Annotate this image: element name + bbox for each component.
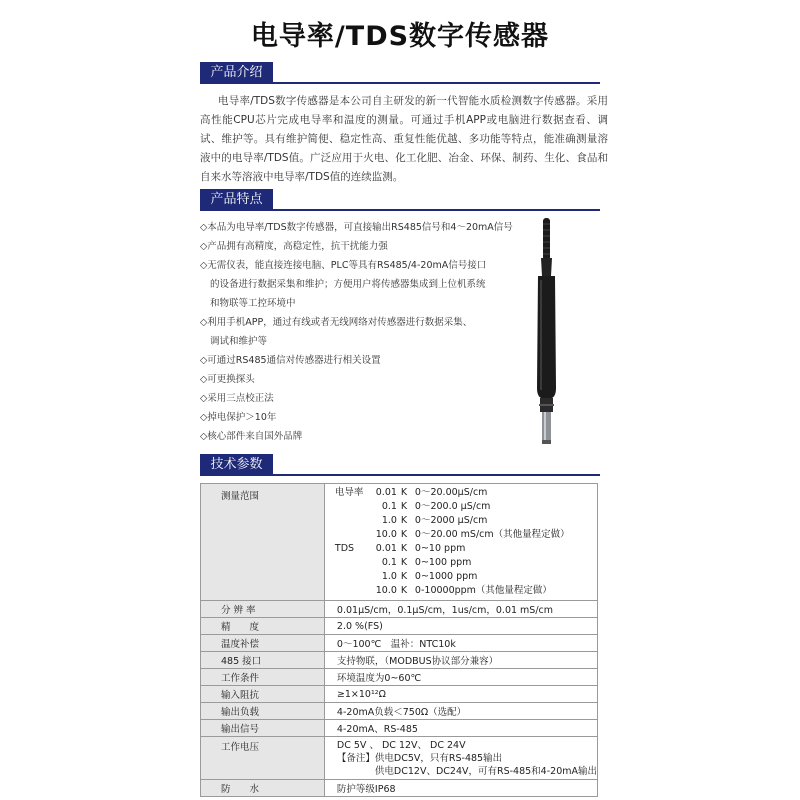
spec-value: 4-20mA、RS-485 bbox=[324, 720, 597, 737]
range-k-unit: K bbox=[400, 501, 408, 512]
spec-table bbox=[200, 483, 598, 797]
section-rule bbox=[200, 474, 600, 476]
range-k: 10.0 bbox=[375, 529, 397, 540]
spec-row bbox=[201, 720, 598, 737]
section-header-specs bbox=[200, 454, 600, 476]
spec-value: 0～100℃ 温补：NTC10k bbox=[324, 635, 597, 652]
range-value: 0~10 ppm bbox=[414, 543, 466, 554]
spec-label: 输出信号 bbox=[201, 720, 325, 737]
range-k-unit: K bbox=[400, 515, 408, 526]
range-type bbox=[335, 556, 369, 570]
range-k-unit: K bbox=[400, 571, 408, 582]
range-k-unit: K bbox=[400, 557, 408, 568]
feature-item-continued: 调试和维护等 bbox=[210, 336, 268, 347]
feature-item: ◇无需仪表，能直接连接电脑、PLC等具有RS485/4-20mA信号接口 bbox=[200, 260, 487, 271]
section-rule bbox=[200, 82, 600, 84]
spec-label: 输入阻抗 bbox=[201, 686, 325, 703]
feature-item: ◇采用三点校正法 bbox=[200, 393, 274, 404]
range-value: 0~1000 ppm bbox=[414, 571, 478, 582]
feature-item: ◇产品拥有高精度，高稳定性，抗干扰能力强 bbox=[200, 241, 388, 252]
section-tag-intro: 产品介绍 bbox=[200, 62, 273, 84]
section-tag-features: 产品特点 bbox=[200, 189, 273, 211]
section-header-features bbox=[200, 189, 600, 211]
range-k: 0.01 bbox=[375, 487, 397, 498]
intro-paragraph: 电导率/TDS数字传感器是本公司自主研发的新一代智能水质检测数字传感器。采用高性能CPU芯片完成电导率和温度的测量。可通过手机APP或电脑进行数据查看、调试、维护等。具有维护简便、稳定性高、重复性能优越、多功能等特点，能准确测量溶液中的电导率/TDS值。广泛应用于火电、化工化肥、冶金、环保、制药、生化、食品和自来水等溶液中电导率/TDS值的连续监测。 bbox=[200, 95, 608, 183]
range-type: TDS bbox=[334, 543, 355, 554]
range-value: 0～2000 μS/cm bbox=[414, 515, 488, 526]
range-k-unit: K bbox=[400, 585, 408, 596]
spec-label: 输出负载 bbox=[201, 703, 325, 720]
spec-value: 防护等级IP68 bbox=[324, 780, 597, 797]
spec-label: 防 水 bbox=[201, 780, 325, 797]
page-title: 电导率/TDS数字传感器 bbox=[250, 21, 550, 52]
spec-row bbox=[201, 703, 598, 720]
range-k: 0.1 bbox=[381, 557, 397, 568]
spec-row bbox=[201, 635, 598, 652]
spec-label: 温度补偿 bbox=[201, 635, 325, 652]
feature-item-continued: 的设备进行数据采集和维护；方便用户将传感器集成到上位机系统 bbox=[210, 279, 486, 290]
range-value: 0~100 ppm bbox=[414, 557, 472, 568]
spec-voltage-values bbox=[324, 737, 597, 780]
spec-value: 环境温度为0~60℃ bbox=[324, 669, 597, 686]
spec-value: 2.0 %(FS) bbox=[324, 618, 597, 635]
sensor-probe-image bbox=[526, 218, 566, 448]
range-k: 0.1 bbox=[381, 501, 397, 512]
spec-range-values bbox=[324, 484, 597, 601]
spec-row bbox=[201, 652, 598, 669]
feature-item-continued: 和物联等工控环境中 bbox=[210, 298, 296, 309]
range-value: 0-10000ppm（其他量程定做） bbox=[414, 585, 552, 596]
spec-value: ≥1×10¹²Ω bbox=[324, 686, 597, 703]
spec-row-range bbox=[201, 484, 598, 601]
spec-value: 支持物联，（MODBUS协议部分兼容） bbox=[324, 652, 597, 669]
voltage-note: 【备注】供电DC5V，只有RS-485输出 bbox=[336, 752, 503, 764]
spec-label: 测量范围 bbox=[201, 484, 325, 601]
range-k-unit: K bbox=[400, 529, 408, 540]
spec-value: 0.01μS/cm，0.1μS/cm，1us/cm，0.01 mS/cm bbox=[324, 601, 597, 618]
range-type bbox=[335, 500, 369, 514]
spec-row bbox=[201, 686, 598, 703]
voltage-note: 供电DC12V、DC24V，可有RS-485和4-20mA输出 bbox=[336, 765, 597, 777]
spec-label: 精 度 bbox=[201, 618, 325, 635]
range-k-unit: K bbox=[400, 543, 408, 554]
range-value: 0～20.00μS/cm bbox=[414, 487, 488, 498]
range-type bbox=[335, 584, 369, 598]
feature-item: ◇利用手机APP，通过有线或者无线网络对传感器进行数据采集、 bbox=[200, 317, 473, 328]
range-type bbox=[335, 570, 369, 584]
range-k: 10.0 bbox=[375, 585, 397, 596]
spec-row bbox=[201, 669, 598, 686]
range-value: 0～20.00 mS/cm（其他量程定做） bbox=[414, 529, 570, 540]
spec-label: 485 接口 bbox=[201, 652, 325, 669]
section-header-intro bbox=[200, 62, 600, 84]
spec-row bbox=[201, 618, 598, 635]
range-k-unit: K bbox=[400, 487, 408, 498]
spec-row bbox=[201, 780, 598, 797]
section-tag-specs: 技术参数 bbox=[200, 454, 273, 476]
spec-row-voltage bbox=[201, 737, 598, 780]
range-type: 电导率 bbox=[334, 487, 364, 498]
voltage-line: DC 5V 、 DC 12V、 DC 24V bbox=[336, 739, 466, 751]
spec-value: 4-20mA负载＜750Ω（选配） bbox=[324, 703, 597, 720]
range-type bbox=[335, 528, 369, 542]
feature-item: ◇本品为电导率/TDS数字传感器，可直接输出RS485信号和4～20mA信号 bbox=[200, 222, 513, 233]
spec-label: 分 辨 率 bbox=[201, 601, 325, 618]
spec-label: 工作电压 bbox=[201, 737, 325, 780]
spec-row bbox=[201, 601, 598, 618]
feature-list bbox=[200, 218, 513, 446]
spec-label: 工作条件 bbox=[201, 669, 325, 686]
section-rule bbox=[200, 209, 600, 211]
range-value: 0～200.0 μS/cm bbox=[414, 501, 491, 512]
range-k: 1.0 bbox=[381, 571, 397, 582]
feature-item: ◇掉电保护＞10年 bbox=[200, 412, 277, 423]
feature-item: ◇可通过RS485通信对传感器进行相关设置 bbox=[200, 355, 381, 366]
feature-item: ◇核心部件来自国外品牌 bbox=[200, 431, 303, 442]
range-k: 0.01 bbox=[375, 543, 397, 554]
range-k: 1.0 bbox=[381, 515, 397, 526]
range-type bbox=[335, 514, 369, 528]
feature-item: ◇可更换探头 bbox=[200, 374, 255, 385]
